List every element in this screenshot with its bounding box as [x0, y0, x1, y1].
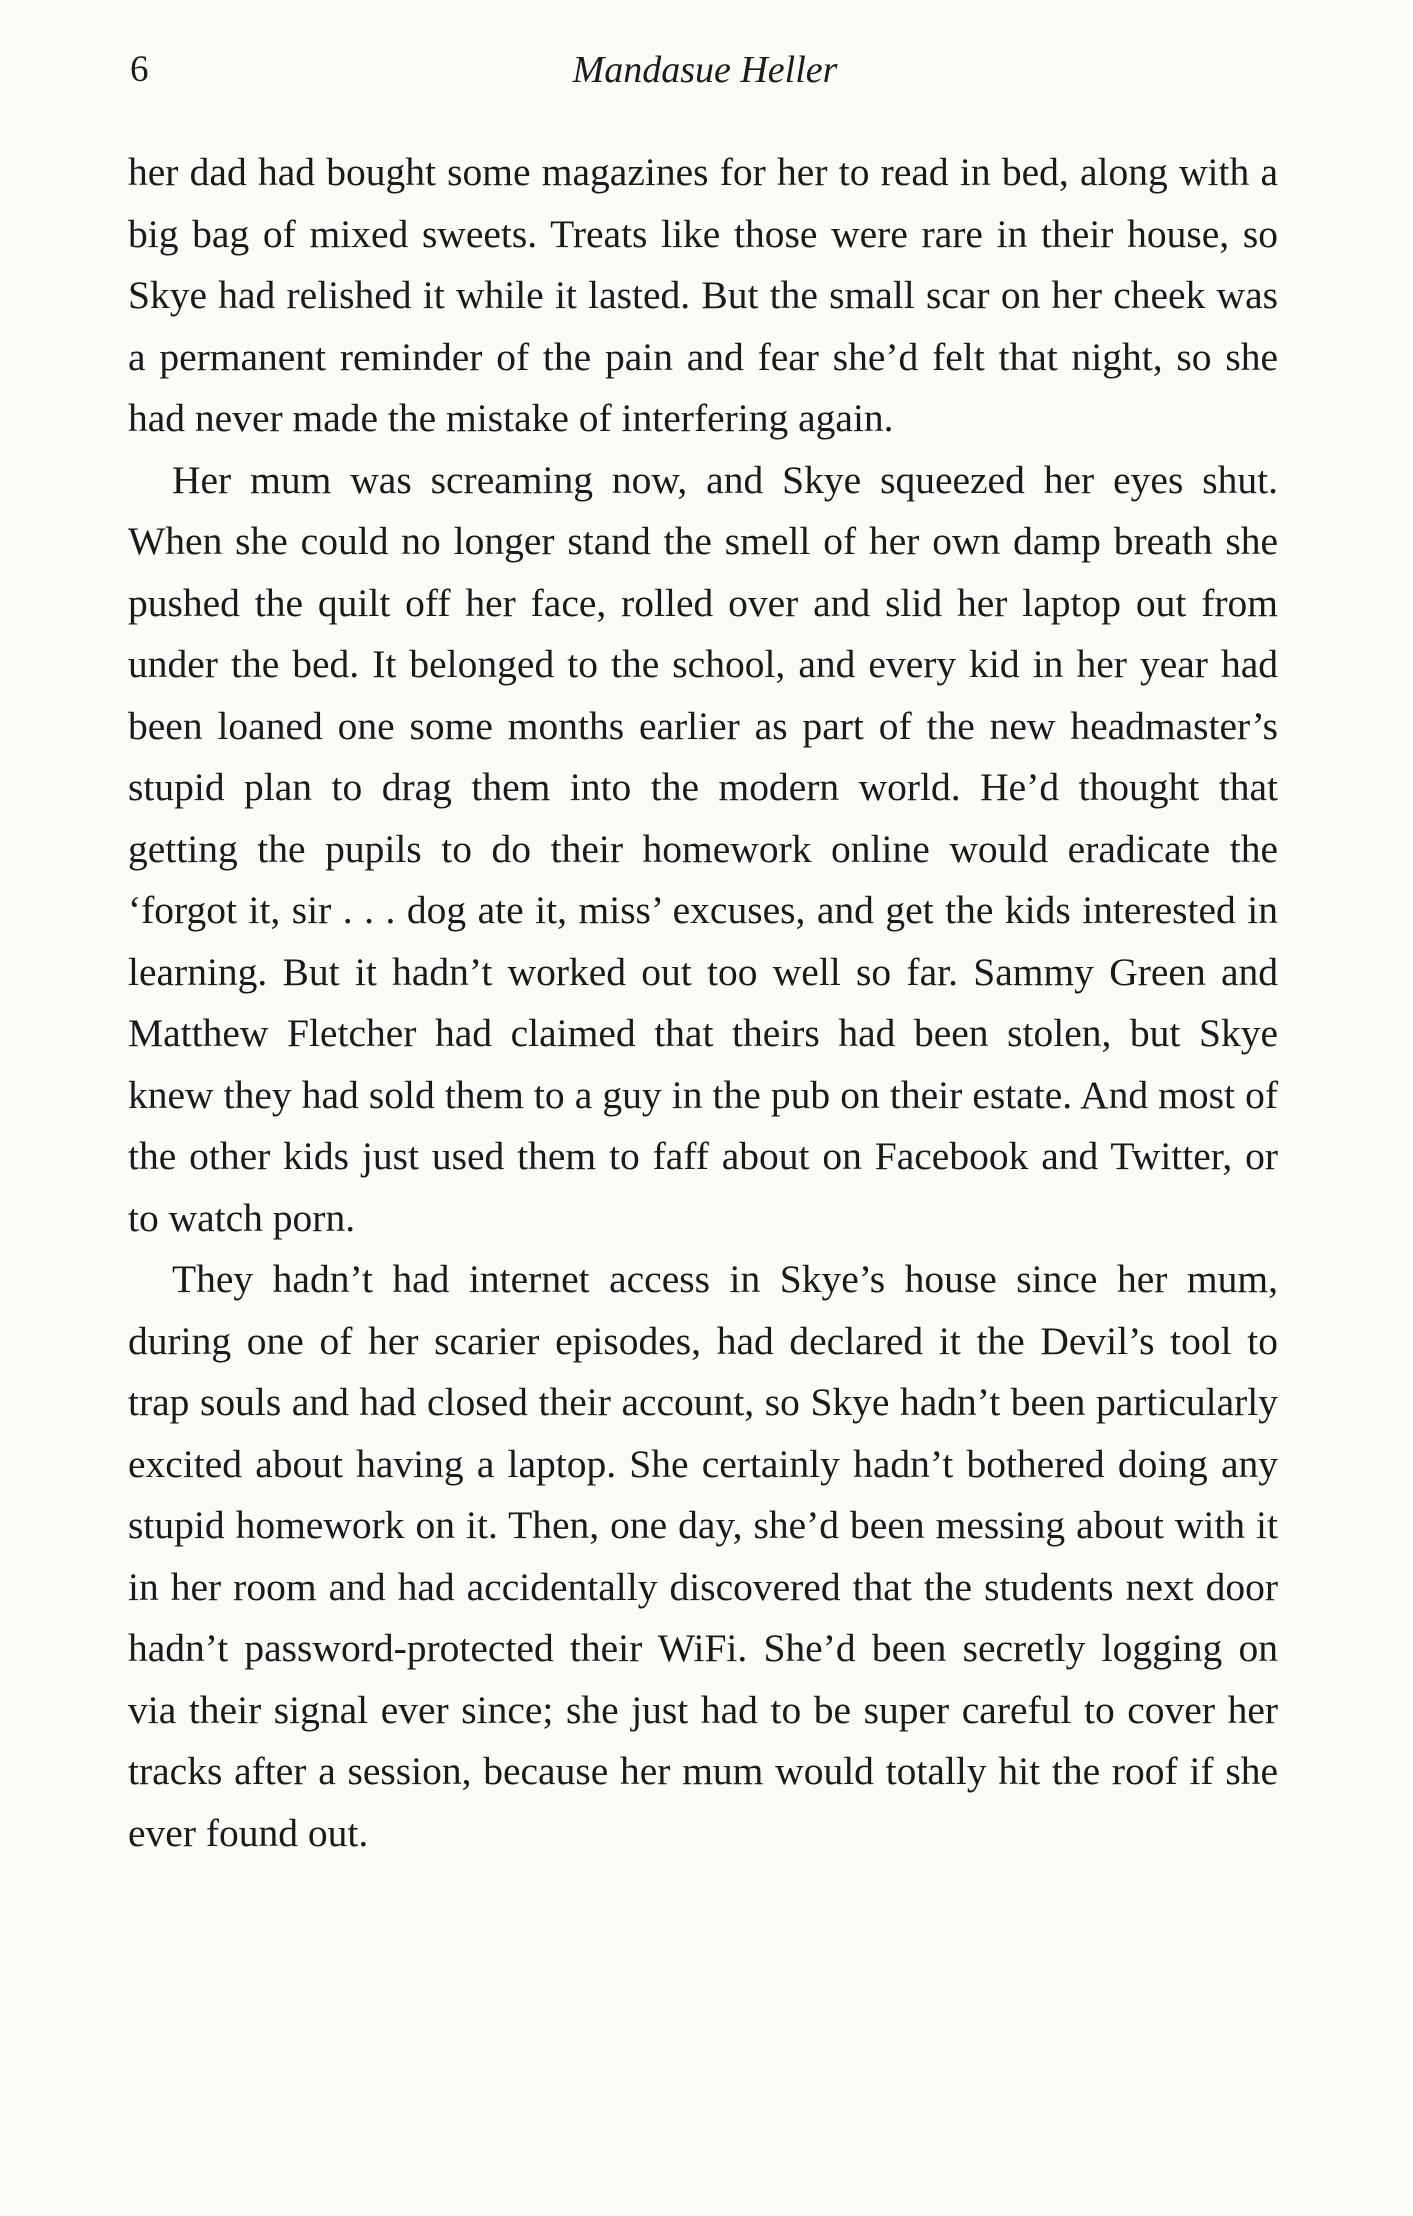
page-header	[130, 48, 1280, 108]
running-head-author: Mandasue Heller	[572, 49, 838, 91]
page-number: 6	[130, 49, 149, 90]
paragraph-continued: her dad had bought some magazines for her to read in bed, along with a big bag of mixed sweets. Treats like those were rare in their house, so Skye had relished it while it lasted. But the small scar on her cheek was a permanent reminder of the pain and fear she’d felt that night, so she had never made the mistake of interfering again.	[128, 150, 1278, 440]
body-text	[128, 142, 1278, 1864]
paragraph: They hadn’t had internet access in Skye’s house since her mum, during one of her scarier episodes, had declared it the Devil’s tool to trap souls and had closed their account, so Skye hadn’t been particularly excited about having a laptop. She certainly hadn’t bothered doing any stupid homework on it. Then, one day, she’d been messing about with it in her room and had accidentally discovered that the students next door hadn’t password-protected their WiFi. She’d been secretly logging on via their signal ever since; she just had to be super careful to cover her tracks after a session, because her mum would totally hit the roof if she ever found out.	[128, 1257, 1278, 1855]
paragraph: Her mum was screaming now, and Skye squeezed her eyes shut. When she could no longer stand the smell of her own damp breath she pushed the quilt off her face, rolled over and slid her laptop out from under the bed. It belonged to the school, and every kid in her year had been loaned one some months earlier as part of the new headmaster’s stupid plan to drag them into the modern world. He’d thought that getting the pupils to do their homework online would eradicate the ‘forgot it, sir . . . dog ate it, miss’ excuses, and get the kids interested in learning. But it hadn’t worked out too well so far. Sammy Green and Matthew Fletcher had claimed that theirs had been stolen, but Skye knew they had sold them to a guy in the pub on their estate. And most of the other kids just used them to faff about on Facebook and Twitter, or to watch porn.	[128, 457, 1278, 1240]
